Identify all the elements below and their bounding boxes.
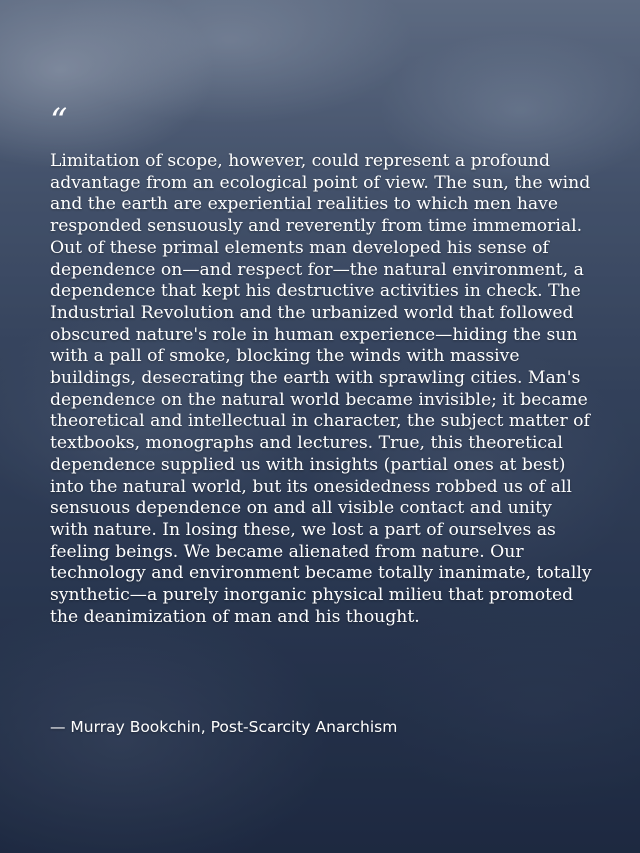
quote-attribution: — Murray Bookchin, Post-Scarcity Anarchism: [50, 718, 398, 736]
quote-text: Limitation of scope, however, could represent a profound advantage from an ecological point of view. The sun, the wind and the earth are experiential realities to which men have responded sensuously and reverently from time immemorial. Out of these primal elements man developed his sense of dependence on—and respect for—the natural environment, a dependence that kept his destructive activities in check. The Industrial Revolution and the urbanized world that followed obscured nature's role in human experience—hiding the sun with a pall of smoke, blocking the winds with massive buildings, desecrating the earth with sprawling cities. Man's dependence on the natural world became invisible; it became theoretical and intellectual in character, the subject matter of textbooks, monographs and lectures. True, this theoretical dependence supplied us with insights (partial ones at best) into the natural world, but its onesidedness robbed us of all sensuous dependence on and all visible contact and unity with nature. In losing these, we lost a part of ourselves as feeling beings. We became alienated from nature. Our technology and environment became totally inanimate, totally synthetic—a purely inorganic physical milieu that promoted the deanimization of man and his thought.: [50, 151, 592, 627]
quote-mark-icon: “: [50, 101, 68, 141]
